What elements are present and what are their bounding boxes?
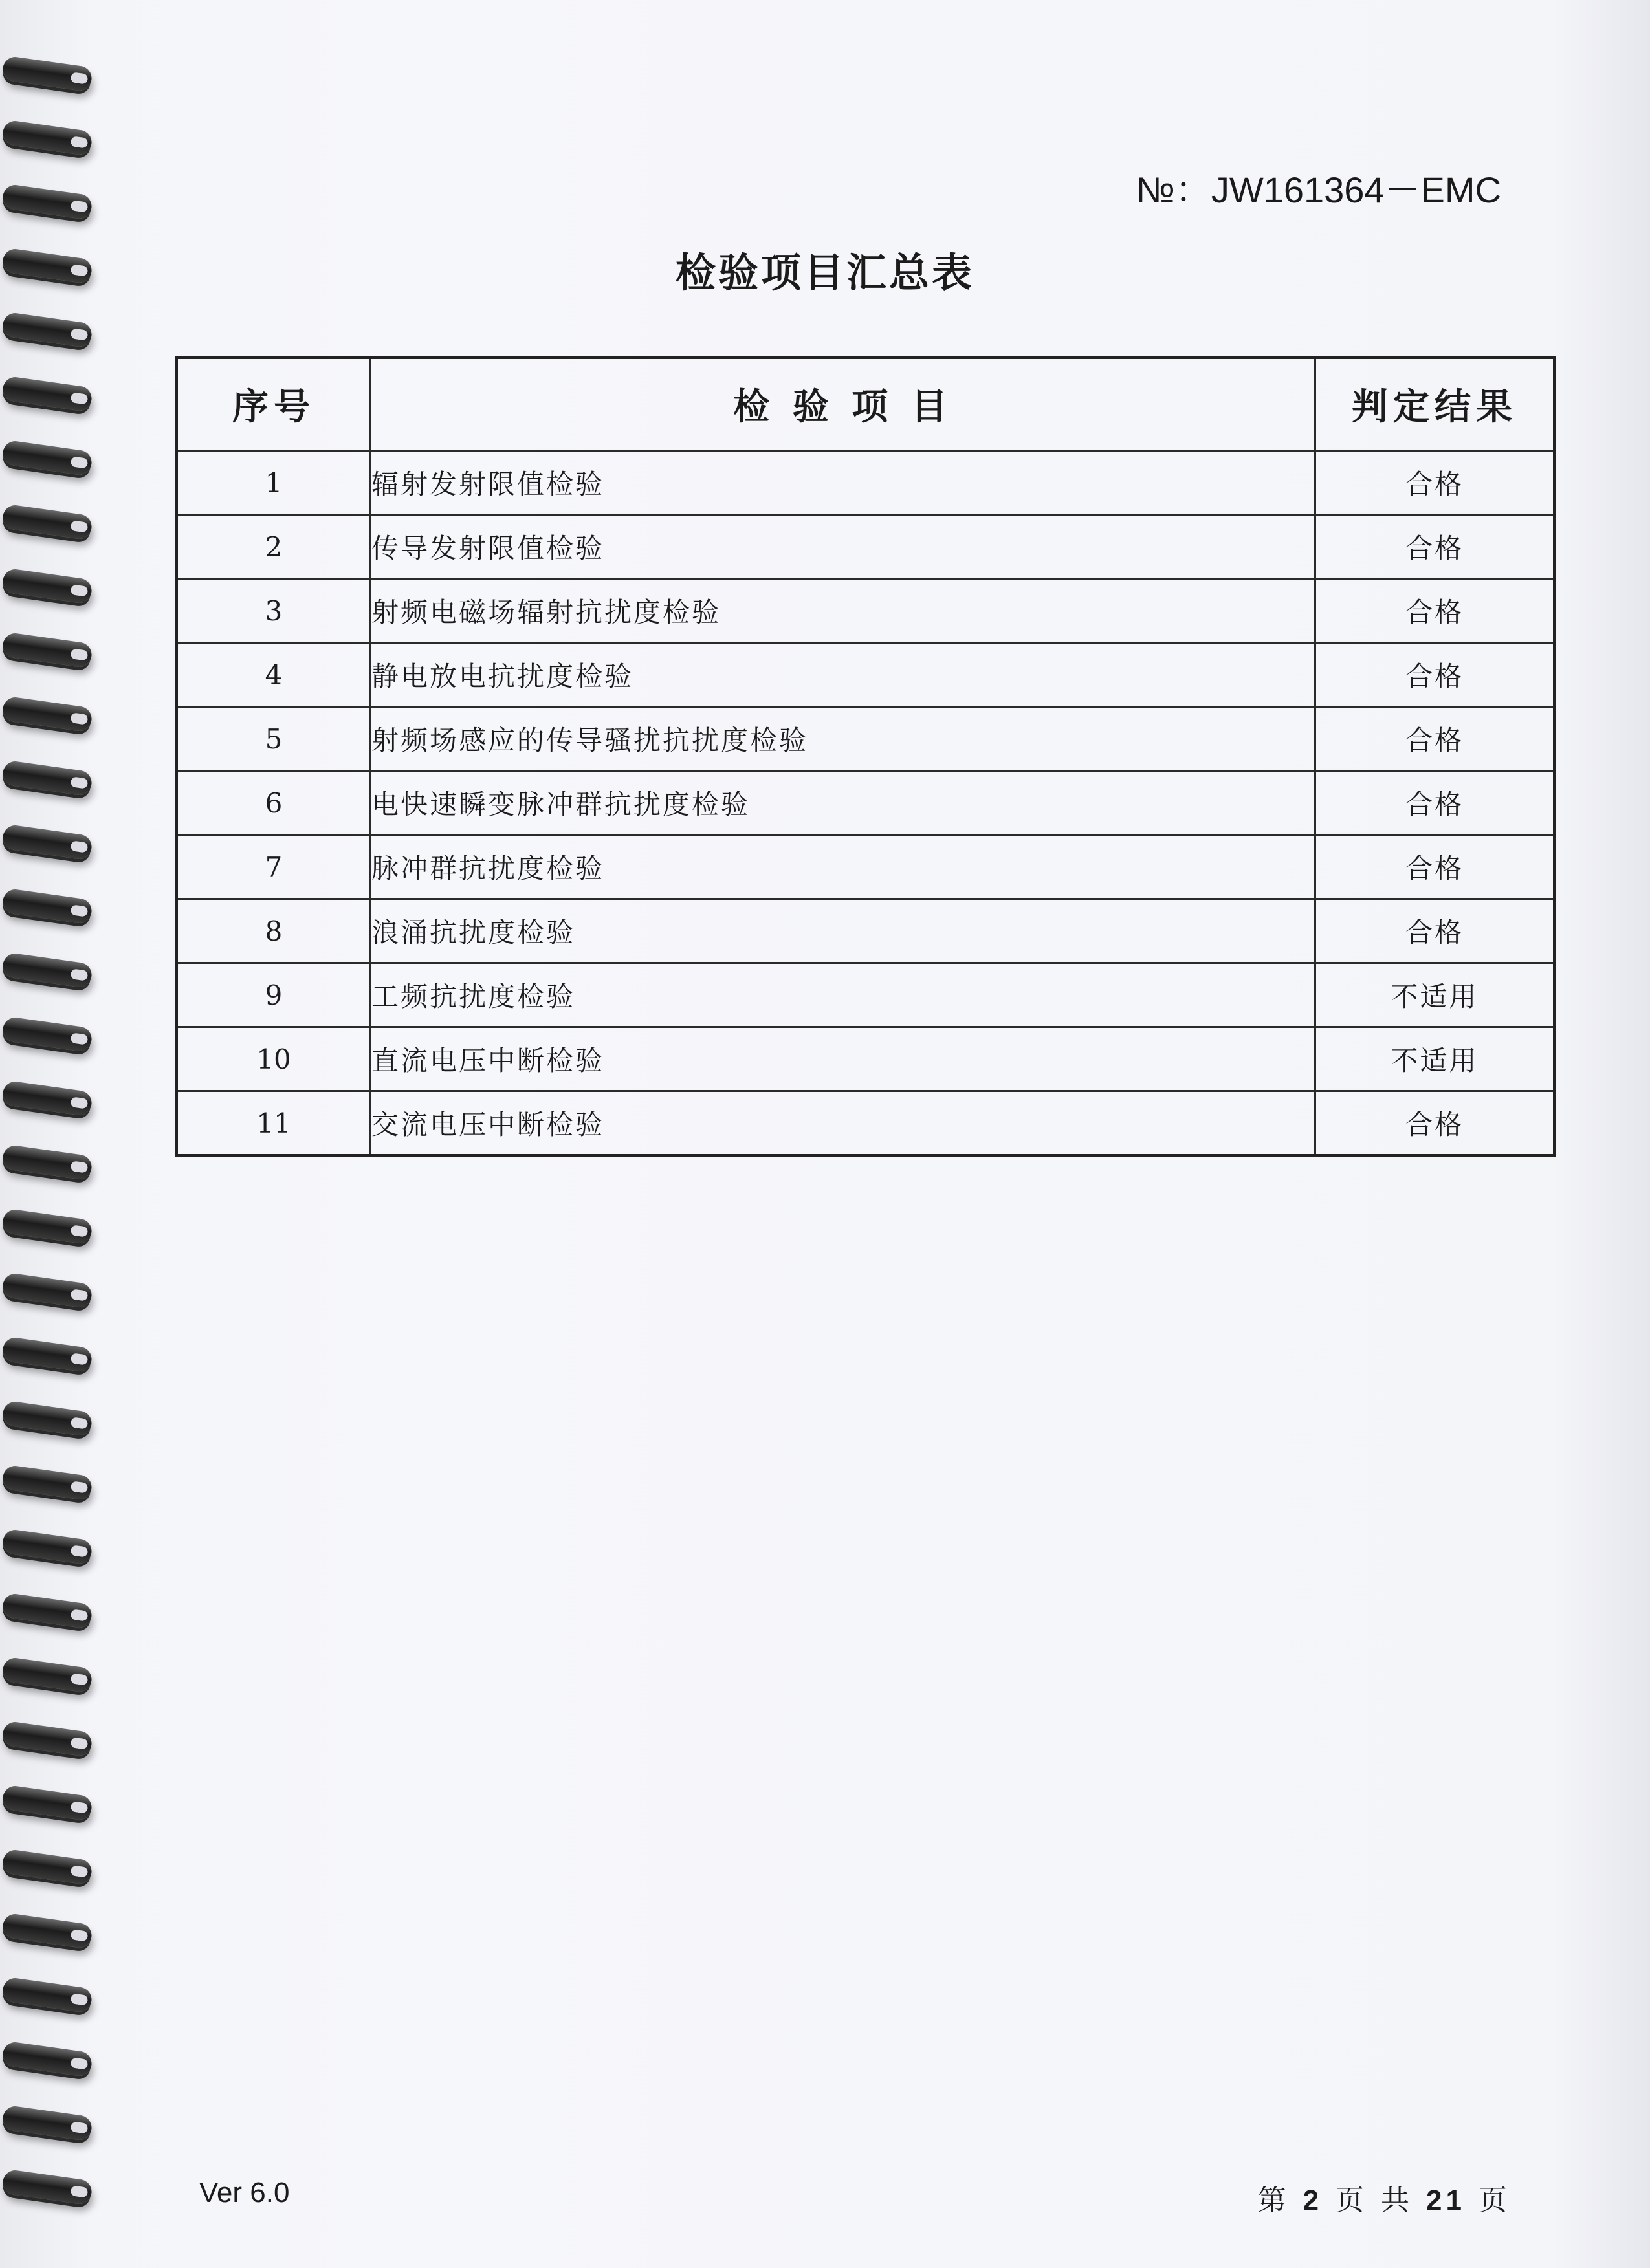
inspection-item: 静电放电抗扰度检验 xyxy=(371,643,1315,707)
binding-ring xyxy=(1,1721,93,1758)
inspection-result: 合格 xyxy=(1315,579,1555,643)
table-row xyxy=(177,835,1555,899)
row-number: 11 xyxy=(177,1091,371,1156)
row-number: 6 xyxy=(177,771,371,835)
row-number: 2 xyxy=(177,515,371,579)
row-number: 8 xyxy=(177,899,371,963)
inspection-result: 合格 xyxy=(1315,643,1555,707)
binding-ring xyxy=(1,1785,93,1822)
inspection-summary-table xyxy=(175,356,1556,1157)
binding-ring xyxy=(1,120,93,157)
spiral-binding xyxy=(0,0,97,2268)
binding-ring xyxy=(1,184,93,221)
binding-ring xyxy=(1,952,93,989)
binding-ring xyxy=(1,2169,93,2206)
table-row xyxy=(177,579,1555,643)
inspection-item: 直流电压中断检验 xyxy=(371,1027,1315,1091)
binding-ring xyxy=(1,1016,93,1053)
binding-ring xyxy=(1,1913,93,1950)
binding-ring xyxy=(1,632,93,669)
inspection-item: 工频抗扰度检验 xyxy=(371,963,1315,1027)
binding-ring xyxy=(1,312,93,349)
binding-ring xyxy=(1,568,93,605)
binding-ring xyxy=(1,1080,93,1117)
page-current: 2 xyxy=(1303,2185,1323,2216)
binding-ring xyxy=(1,1465,93,1501)
binding-ring xyxy=(1,1401,93,1437)
binding-ring xyxy=(1,2105,93,2142)
binding-ring xyxy=(1,440,93,477)
inspection-item: 传导发射限值检验 xyxy=(371,515,1315,579)
binding-ring xyxy=(1,1144,93,1181)
page-total: 21 xyxy=(1426,2185,1466,2216)
binding-ring xyxy=(1,760,93,797)
inspection-result: 合格 xyxy=(1315,899,1555,963)
binding-ring xyxy=(1,504,93,541)
inspection-item: 射频电磁场辐射抗扰度检验 xyxy=(371,579,1315,643)
binding-ring xyxy=(1,1849,93,1886)
binding-ring xyxy=(1,1977,93,2014)
row-number: 10 xyxy=(177,1027,371,1091)
inspection-result: 合格 xyxy=(1315,1091,1555,1156)
table-row xyxy=(177,707,1555,771)
row-number: 1 xyxy=(177,451,371,515)
version-label: Ver 6.0 xyxy=(199,2177,290,2208)
row-number: 3 xyxy=(177,579,371,643)
binding-ring xyxy=(1,824,93,861)
column-header-result: 判定结果 xyxy=(1315,358,1555,451)
inspection-result: 合格 xyxy=(1315,771,1555,835)
row-number: 9 xyxy=(177,963,371,1027)
inspection-result: 合格 xyxy=(1315,707,1555,771)
binding-ring xyxy=(1,696,93,733)
binding-ring xyxy=(1,1593,93,1630)
binding-ring xyxy=(1,1208,93,1245)
row-number: 4 xyxy=(177,643,371,707)
binding-ring xyxy=(1,888,93,925)
inspection-item: 脉冲群抗扰度检验 xyxy=(371,835,1315,899)
inspection-item: 辐射发射限值检验 xyxy=(371,451,1315,515)
document-number: №：JW161364－EMC xyxy=(1136,169,1501,210)
column-header-item: 检 验 项 目 xyxy=(371,358,1315,451)
table-header-row xyxy=(177,358,1555,451)
inspection-result: 合格 xyxy=(1315,451,1555,515)
binding-ring xyxy=(1,376,93,413)
binding-ring xyxy=(1,1272,93,1309)
page-suffix: 页 xyxy=(1479,2184,1511,2217)
table-row xyxy=(177,771,1555,835)
table-row xyxy=(177,643,1555,707)
table-row xyxy=(177,1027,1555,1091)
binding-ring xyxy=(1,2041,93,2078)
table-row xyxy=(177,515,1555,579)
page-mid: 页 共 xyxy=(1336,2184,1414,2217)
binding-ring xyxy=(1,1336,93,1373)
page-title: 检验项目汇总表 xyxy=(675,249,974,296)
page-prefix: 第 xyxy=(1257,2184,1290,2217)
row-number: 5 xyxy=(177,707,371,771)
table-row xyxy=(177,451,1555,515)
inspection-result: 不适用 xyxy=(1315,1027,1555,1091)
table-row xyxy=(177,1091,1555,1156)
inspection-item: 交流电压中断检验 xyxy=(371,1091,1315,1156)
inspection-item: 浪涌抗扰度检验 xyxy=(371,899,1315,963)
table-row xyxy=(177,963,1555,1027)
binding-ring xyxy=(1,1657,93,1694)
inspection-item: 射频场感应的传导骚扰抗扰度检验 xyxy=(371,707,1315,771)
page-counter xyxy=(1258,2177,1511,2218)
row-number: 7 xyxy=(177,835,371,899)
column-header-number: 序号 xyxy=(177,358,371,451)
inspection-item: 电快速瞬变脉冲群抗扰度检验 xyxy=(371,771,1315,835)
table-row xyxy=(177,899,1555,963)
inspection-result: 合格 xyxy=(1315,515,1555,579)
inspection-result: 合格 xyxy=(1315,835,1555,899)
binding-ring xyxy=(1,1529,93,1565)
binding-ring xyxy=(1,56,93,93)
inspection-result: 不适用 xyxy=(1315,963,1555,1027)
